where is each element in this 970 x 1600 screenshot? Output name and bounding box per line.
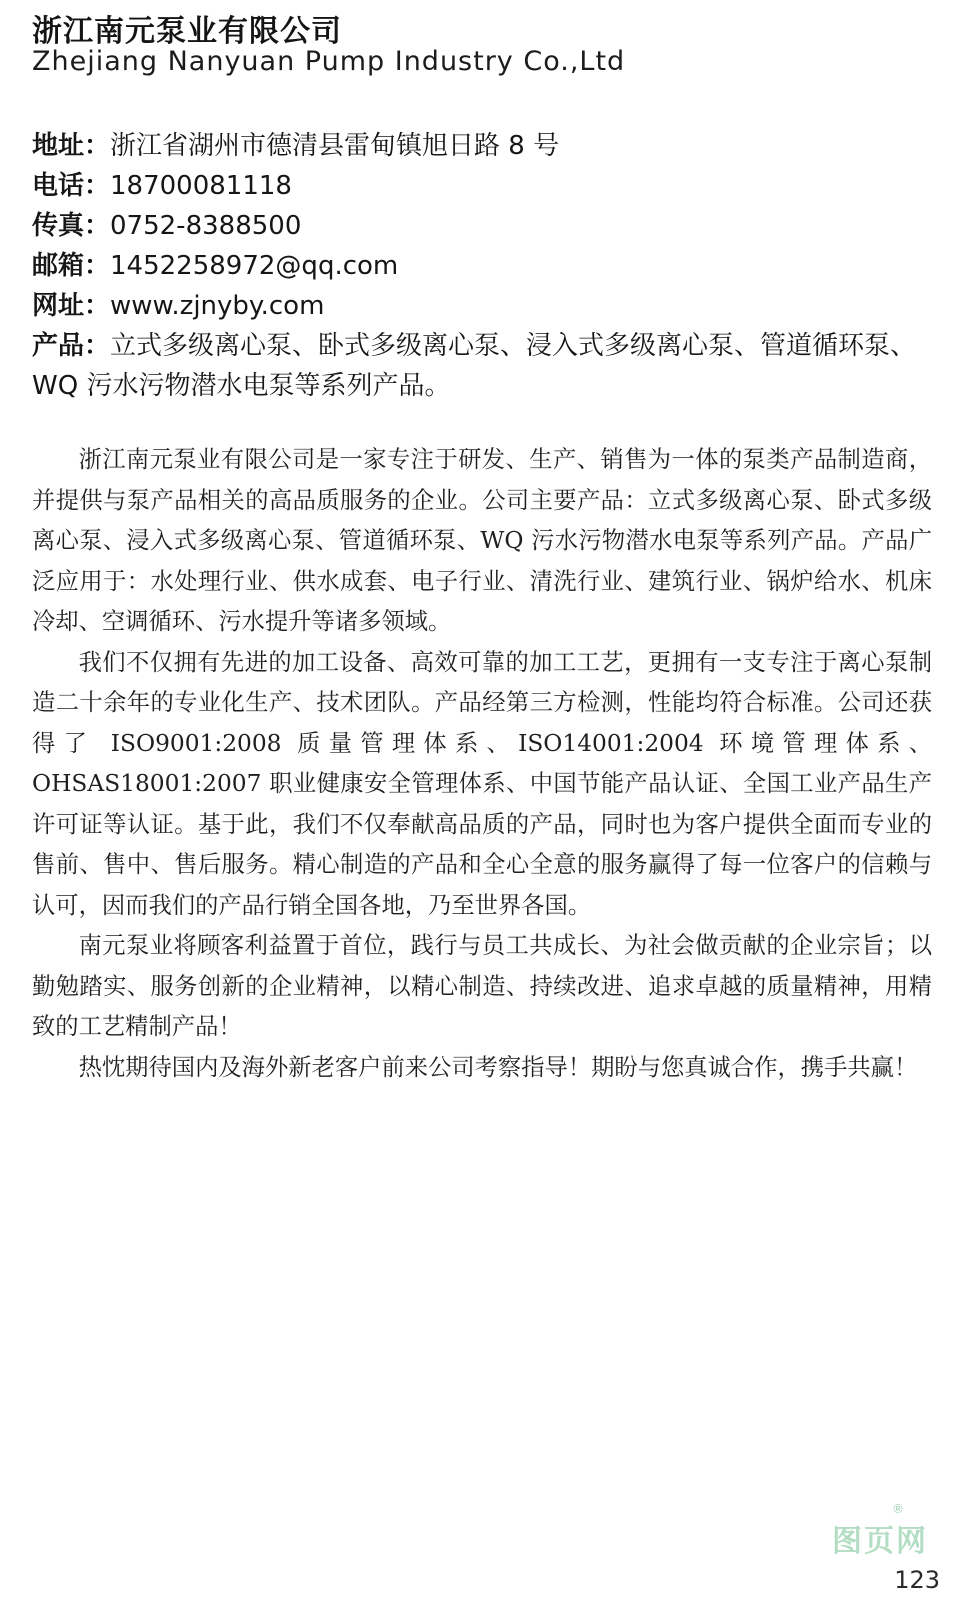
phone-value: 18700081118 (110, 171, 292, 201)
watermark-text: 图页网 (832, 1524, 928, 1559)
website-row (32, 286, 942, 326)
products-value: 立式多级离心泵、卧式多级离心泵、浸入式多级离心泵、管道循环泵、WQ 污水污物潜水电泵等系列产品。 (32, 331, 917, 401)
address-row (32, 126, 942, 166)
email-row (32, 246, 942, 286)
intro-paragraph: 浙江南元泵业有限公司是一家专注于研发、生产、销售为一体的泵类产品制造商，并提供与泵产品相关的高品质服务的企业。公司主要产品：立式多级离心泵、卧式多级离心泵、浸入式多级离心泵、管道循环泵、WQ 污水污物潜水电泵等系列产品。产品广泛应用于：水处理行业、供水成套、电子行业、清洗行业、建筑行业、锅炉给水、机床冷却、空调循环、污水提升等诸多领域。 (32, 446, 932, 635)
intro-paragraph: 我们不仅拥有先进的加工设备、高效可靠的加工工艺，更拥有一支专注于离心泵制造二十余年的专业化生产、技术团队。产品经第三方检测，性能均符合标准。公司还获得了 ISO9001:2008 质量管理体系、ISO14001:2004 环境管理体系、OHSAS18001:2007 职业健康安全管理体系、中国节能产品认证、全国工业产品生产许可证等认证。基于此，我们不仅奉献高品质的产品，同时也为客户提供全面而专业的售前、售中、售后服务。精心制造的产品和全心全意的服务赢得了每一位客户的信赖与认可，因而我们的产品行销全国各地，乃至世界各国。 (32, 648, 932, 919)
page-number: 123 (894, 1566, 940, 1594)
company-name-cn: 浙江南元泵业有限公司 (32, 14, 342, 49)
company-name-en: Zhejiang Nanyuan Pump Industry Co.,Ltd (32, 46, 626, 77)
address-label: 地址： (32, 131, 111, 161)
intro-paragraph: 热忱期待国内及海外新老客户前来公司考察指导！期盼与您真诚合作，携手共赢！ (78, 1053, 918, 1081)
products-label: 产品： (32, 331, 111, 361)
fax-value: 0752-8388500 (110, 211, 302, 241)
address-value: 浙江省湖州市德清县雷甸镇旭日路 8 号 (110, 131, 560, 161)
email-value: 1452258972@qq.com (110, 251, 399, 281)
contact-block (32, 126, 942, 406)
phone-row (32, 166, 942, 206)
email-label: 邮箱： (32, 251, 111, 281)
registered-mark-icon: ® (892, 1502, 906, 1516)
fax-label: 传真： (32, 211, 111, 241)
website-label: 网址： (32, 291, 111, 321)
phone-label: 电话： (32, 171, 111, 201)
fax-row (32, 206, 942, 246)
products-row (32, 326, 952, 406)
intro-paragraph: 南元泵业将顾客利益置于首位，践行与员工共成长、为社会做贡献的企业宗旨；以勤勉踏实、服务创新的企业精神，以精心制造、持续改进、追求卓越的质量精神，用精致的工艺精制产品！ (32, 932, 932, 1040)
company-introduction (32, 440, 932, 1088)
website-value: www.zjnyby.com (110, 291, 325, 321)
watermark-logo (832, 1502, 932, 1562)
